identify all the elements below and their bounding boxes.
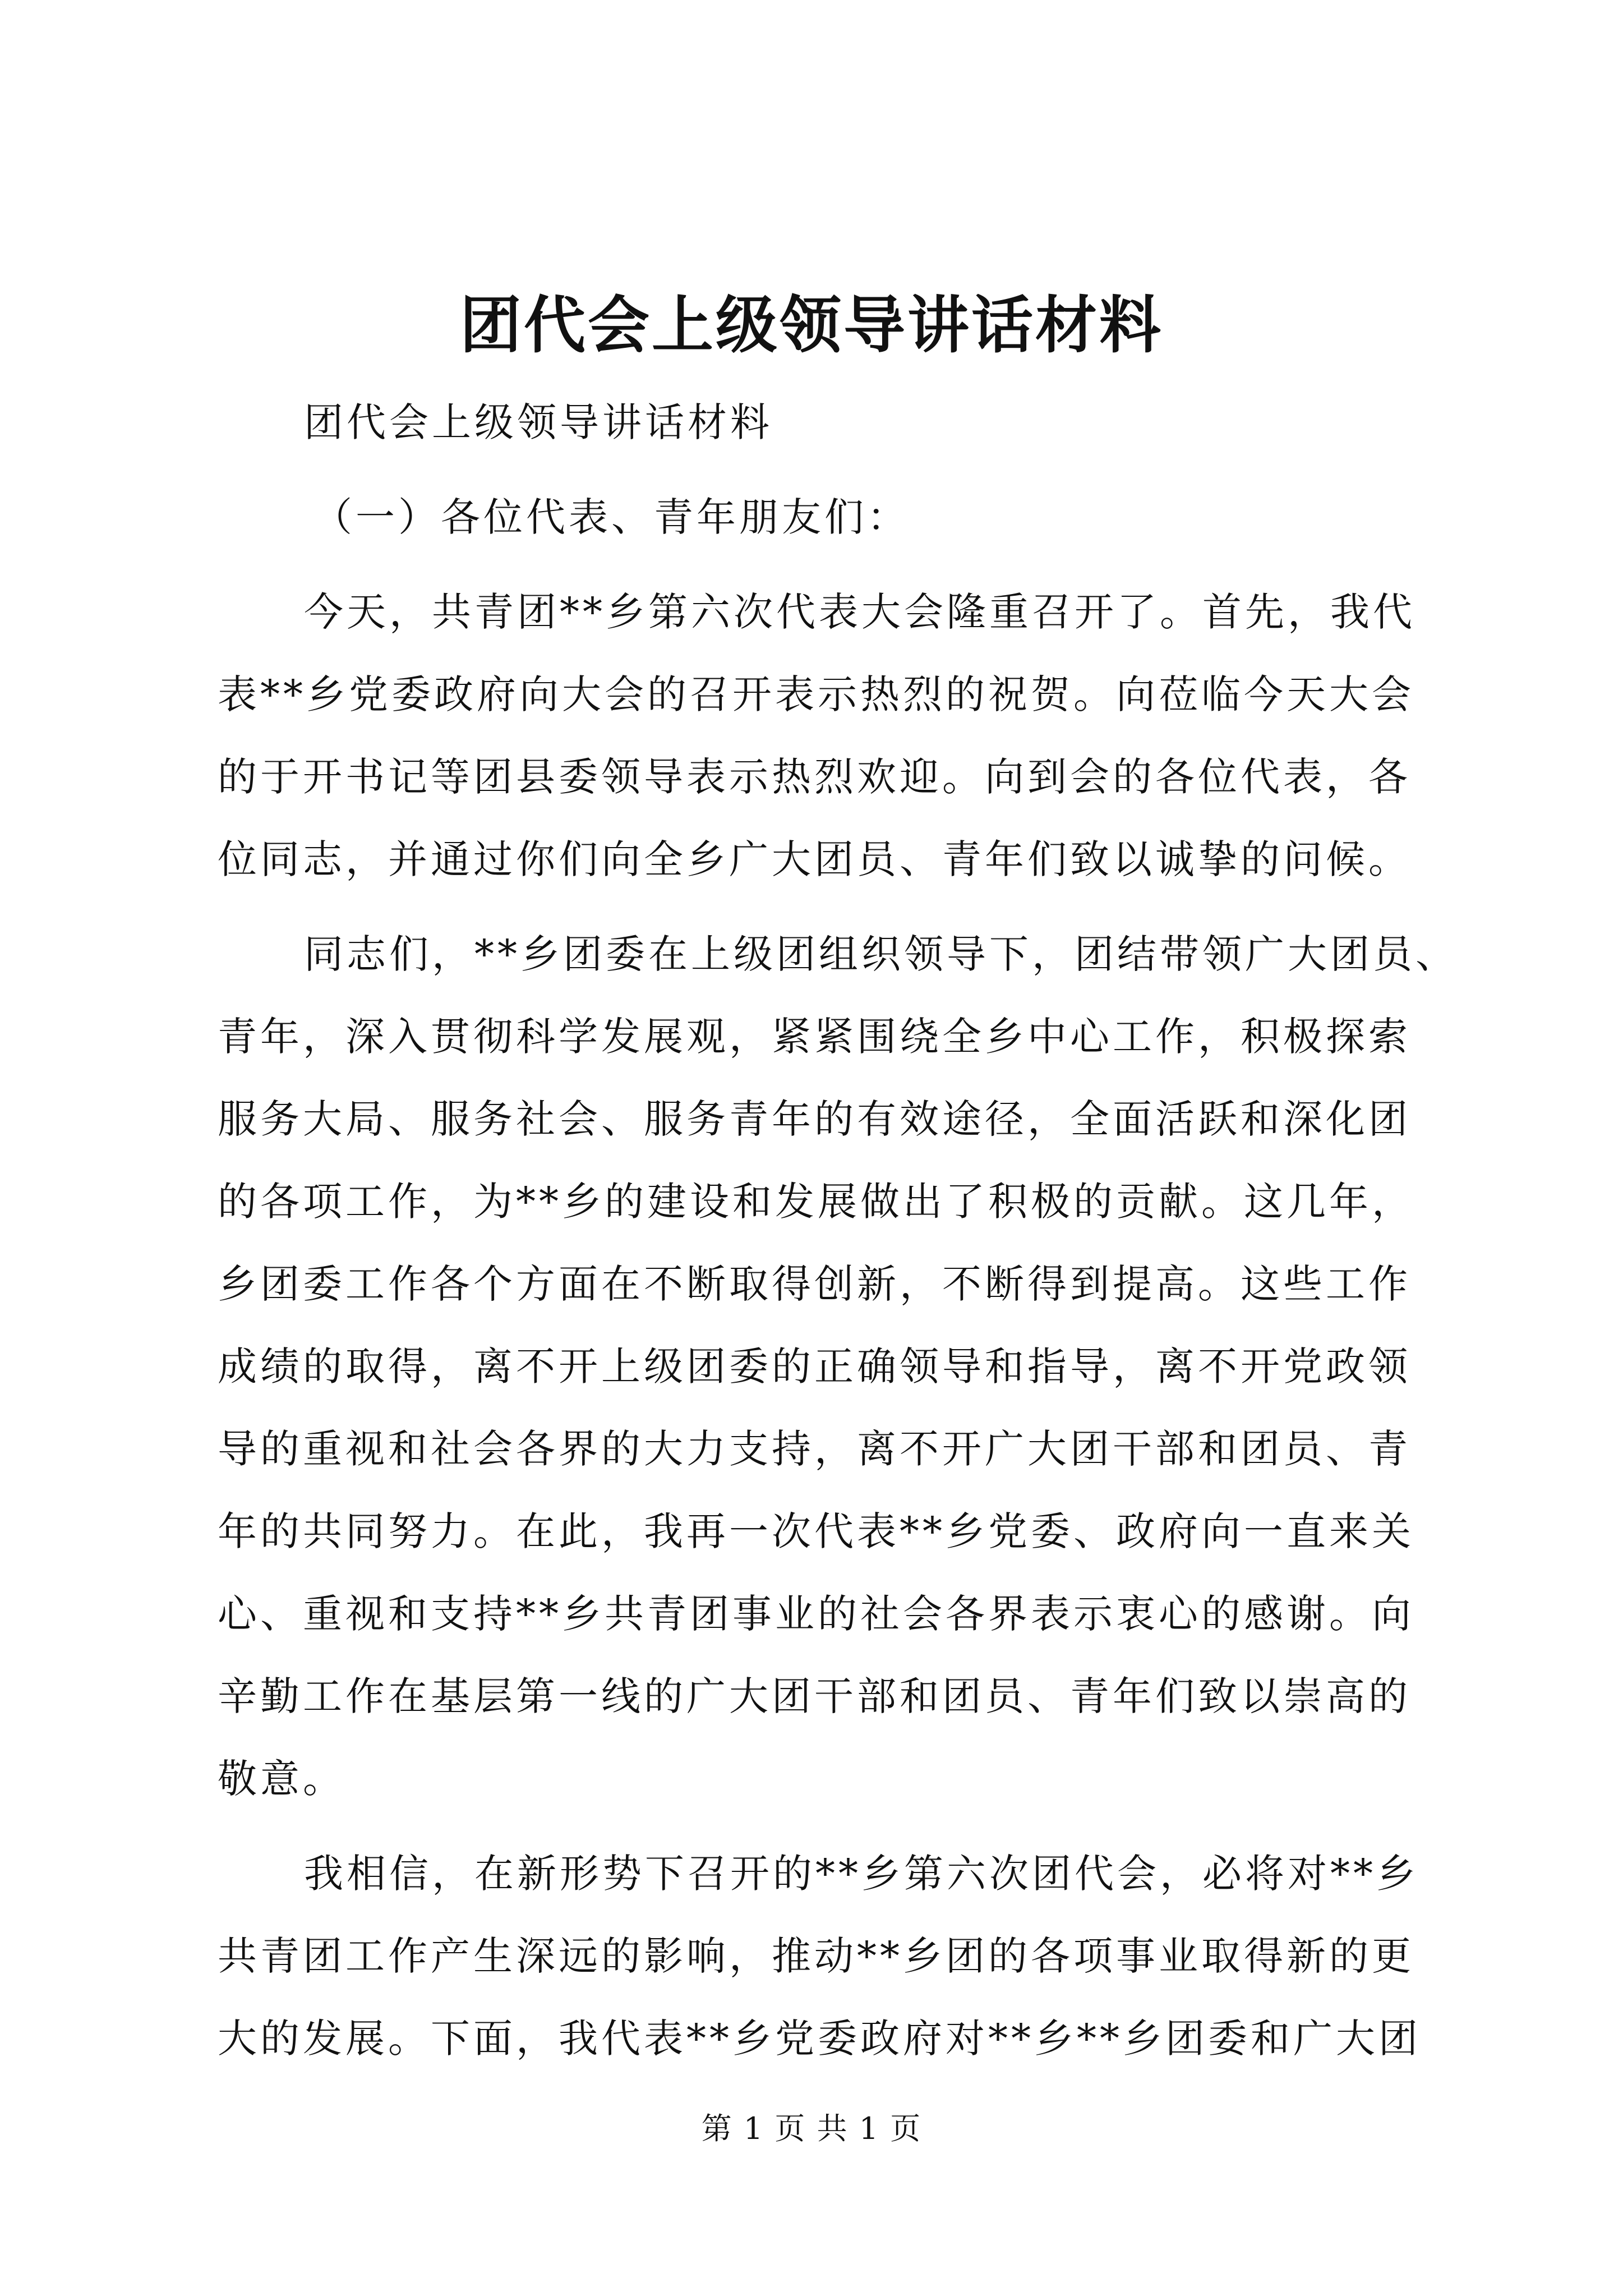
text-line: 表**乡党委政府向大会的召开表示热烈的祝贺。向莅临今天大会: [218, 671, 1414, 717]
text-line: 的于开书记等团县委领导表示热烈欢迎。向到会的各位代表，各: [218, 754, 1411, 800]
page-title: 团代会上级领导讲话材料: [460, 289, 1163, 361]
text-line: 成绩的取得，离不开上级团委的正确领导和指导，离不开党政领: [218, 1343, 1411, 1389]
text-line: 敬意。: [218, 1756, 345, 1802]
text-line: 辛勤工作在基层第一线的广大团干部和团员、青年们致以崇高的: [218, 1673, 1411, 1719]
text-line: 大的发展。下面，我代表**乡党委政府对**乡**乡团委和广大团: [218, 2016, 1421, 2062]
text-line: 的各项工作，为**乡的建设和发展做出了积极的贡献。这几年，: [218, 1179, 1414, 1225]
page-number: 第 1 页 共 1 页: [701, 2111, 922, 2146]
text-line: 服务大局、服务社会、服务青年的有效途径，全面活跃和深化团: [218, 1096, 1411, 1142]
text-line: 今天，共青团**乡第六次代表大会隆重召开了。首先，我代: [304, 589, 1415, 635]
text-line: 同志们，**乡团委在上级团组织领导下，团结带领广大团员、: [304, 931, 1458, 977]
document-body: [218, 381, 1458, 2080]
text-line: 乡团委工作各个方面在不断取得创新，不断得到提高。这些工作: [218, 1261, 1411, 1307]
text-line: 团代会上级领导讲话材料: [304, 399, 773, 445]
text-line: （一）各位代表、青年朋友们：: [313, 494, 910, 540]
text-line: 共青团工作产生深远的影响，推动**乡团的各项事业取得新的更: [218, 1933, 1414, 1979]
text-line: 心、重视和支持**乡共青团事业的社会各界表示衷心的感谢。向: [218, 1591, 1414, 1637]
text-line: 我相信，在新形势下召开的**乡第六次团代会，必将对**乡: [304, 1851, 1419, 1897]
text-line: 导的重视和社会各界的大力支持，离不开广大团干部和团员、青: [218, 1426, 1411, 1472]
text-line: 年的共同努力。在此，我再一次代表**乡党委、政府向一直来关: [218, 1508, 1414, 1554]
text-line: 青年，深入贯彻科学发展观，紧紧围绕全乡中心工作，积极探索: [218, 1014, 1411, 1060]
text-line: 位同志，并通过你们向全乡广大团员、青年们致以诚挚的问候。: [218, 836, 1411, 882]
